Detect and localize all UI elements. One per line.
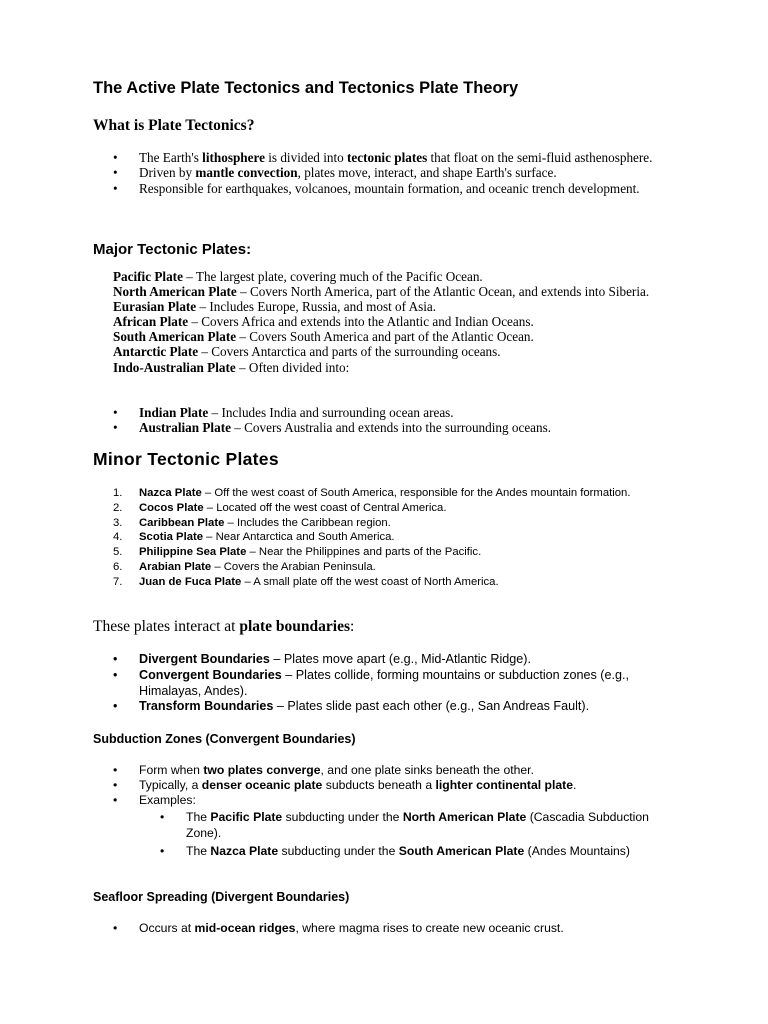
list-item: • The Pacific Plate subducting under the North American Plate (Cascadia Subduction Zone). (140, 810, 660, 842)
plate-line: Eurasian Plate – Includes Europe, Russia, and most of Asia. (113, 299, 437, 315)
subduction-heading: Subduction Zones (Convergent Boundaries) (93, 732, 356, 746)
list-item: 7. Juan de Fuca Plate – A small plate off the west coast of North America. (113, 575, 499, 588)
subduction-list (93, 763, 673, 809)
major-plates-list (93, 269, 683, 375)
plate-line: Antarctic Plate – Covers Antarctica and parts of the surrounding oceans. (113, 344, 501, 360)
seafloor-list (93, 921, 673, 936)
list-item: 5. Philippine Sea Plate – Near the Philippines and parts of the Pacific. (113, 546, 482, 558)
plate-line: South American Plate – Covers South America and part of the Atlantic Ocean. (113, 329, 534, 345)
list-item: • Form when two plates converge, and one plate sinks beneath the other. (93, 763, 673, 778)
plate-line: African Plate – Covers Africa and extends into the Atlantic and Indian Oceans. (113, 314, 534, 330)
list-item: • Responsible for earthquakes, volcanoes, mountain formation, and oceanic trench development. (93, 181, 673, 196)
list-item: • Examples: (93, 793, 673, 808)
list-item: 4. Scotia Plate – Near Antarctica and South America. (113, 531, 395, 544)
minor-plates-list (93, 486, 673, 589)
seafloor-heading: Seafloor Spreading (Divergent Boundaries) (93, 890, 350, 904)
plate-line: Pacific Plate – The largest plate, covering much of the Pacific Ocean. (113, 269, 483, 284)
list-item: • Divergent Boundaries – Plates move apart (e.g., Mid-Atlantic Ridge). (93, 652, 673, 668)
list-item: • Indian Plate – Includes India and surrounding ocean areas. (93, 405, 673, 420)
list-item: • Transform Boundaries – Plates slide past each other (e.g., San Andreas Fault). (93, 699, 673, 715)
list-item: 3. Caribbean Plate – Includes the Caribbean region. (113, 516, 391, 529)
list-item: 1. Nazca Plate – Off the west coast of South America, responsible for the Andes mountain formation. (113, 487, 631, 499)
document-title: The Active Plate Tectonics and Tectonics Plate Theory (93, 79, 519, 97)
minor-plates-heading: Minor Tectonic Plates (93, 449, 279, 469)
list-item: • Convergent Boundaries – Plates collide, forming mountains or subduction zones (e.g., Himalayas, Andes). (93, 668, 673, 700)
list-item: • Driven by mantle convection, plates move, interact, and shape Earth's surface. (93, 165, 673, 180)
list-item: • The Earth's lithosphere is divided into tectonic plates that float on the semi-fluid asthenosphere. (93, 150, 673, 165)
subduction-examples-list (140, 810, 660, 859)
what-is-list (93, 150, 673, 196)
indo-australian-sublist (93, 405, 673, 436)
list-item: • Australian Plate – Covers Australia and extends into the surrounding oceans. (93, 420, 673, 435)
what-is-heading: What is Plate Tectonics? (93, 117, 255, 134)
list-item: • The Nazca Plate subducting under the South American Plate (Andes Mountains) (140, 844, 660, 860)
plate-line: North American Plate – Covers North America, part of the Atlantic Ocean, and extends into Siberia. (113, 284, 650, 300)
major-plates-heading: Major Tectonic Plates: (93, 241, 252, 258)
boundaries-intro: These plates interact at plate boundaries: (93, 618, 355, 635)
list-item: 2. Cocos Plate – Located off the west coast of Central America. (113, 501, 447, 514)
plate-line: Indo-Australian Plate – Often divided into: (113, 359, 350, 375)
list-item: • Typically, a denser oceanic plate subducts beneath a lighter continental plate. (93, 778, 673, 793)
list-item: 6. Arabian Plate – Covers the Arabian Peninsula. (113, 560, 376, 573)
boundaries-list (93, 652, 673, 715)
list-item: • Occurs at mid-ocean ridges, where magma rises to create new oceanic crust. (93, 921, 673, 936)
